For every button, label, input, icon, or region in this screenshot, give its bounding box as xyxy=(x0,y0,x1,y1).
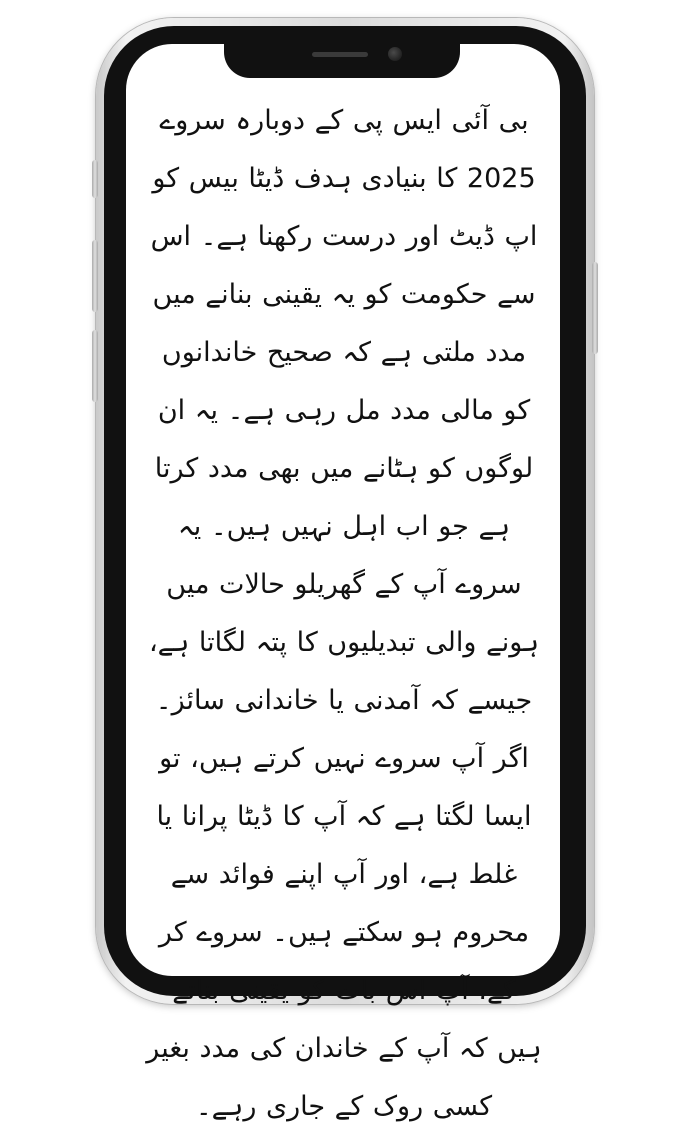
phone-notch xyxy=(224,40,460,78)
power-button xyxy=(592,262,598,354)
volume-up-button xyxy=(92,240,98,312)
speaker-icon xyxy=(312,52,368,57)
camera-icon xyxy=(388,47,402,61)
article-paragraph: بی آئی ایس پی کے دوبارہ سروے 2025 کا بنیادی ہدف ڈیٹا بیس کو اپ ڈیٹ اور درست رکھنا ہے۔ اس سے حکومت کو یہ یقینی بنانے میں مدد ملتی ہے کہ صحیح خاندانوں کو مالی مدد مل رہی ہے۔ یہ ان لوگوں کو ہٹانے میں بھی مدد کرتا ہے جو اب اہل نہیں ہیں۔ یہ سروے آپ کے گھریلو حالات میں ہونے والی تبدیلیوں کا پتہ لگاتا ہے، جیسے کہ آمدنی یا خاندانی سائز۔ اگر آپ سروے نہیں کرتے ہیں، تو ایسا لگتا ہے کہ آپ کا ڈیٹا پرانا یا غلط ہے، اور آپ اپنے فوائد سے محروم ہو سکتے ہیں۔ سروے کر کے، آپ اس بات کو یقینی بناتے ہیں کہ آپ کے خاندان کی مدد بغیر کسی روک کے جاری رہے۔ xyxy=(146,105,542,1122)
volume-down-button xyxy=(92,330,98,402)
mute-switch xyxy=(92,160,98,198)
